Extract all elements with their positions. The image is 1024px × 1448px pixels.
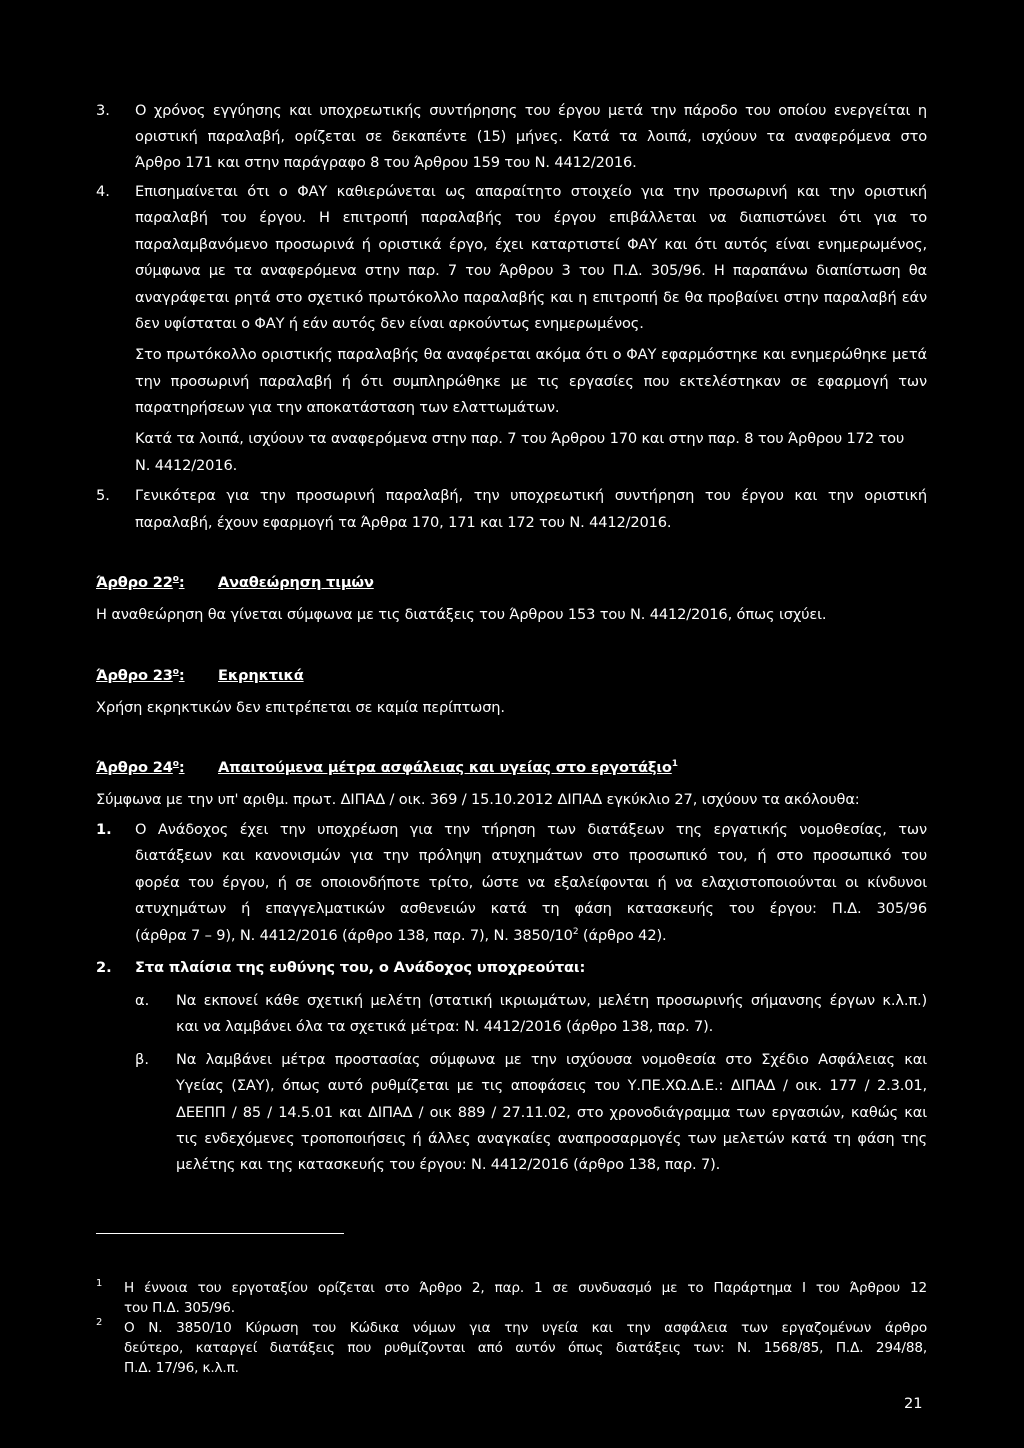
paragraph-line: σύμφωνα με τα αναφερόμενα στην παρ. 7 του Άρθρου 3 του Π.Δ. 305/96. Η παραπάνω διαπίστωση θα [135, 262, 927, 279]
footnote-line: Π.Δ. 17/96, κ.λ.π. [124, 1360, 239, 1376]
paragraph-line: τις ενδεχόμενες τροποποιήσεις ή άλλες αναγκαίες αναπροσαρμογές των μελετών κατά τη φάση της [176, 1130, 927, 1147]
article-label: Άρθρο 22 [96, 574, 173, 591]
ordinal-mark: ο [172, 574, 179, 585]
footnote-line: του Π.Δ. 305/96. [124, 1300, 235, 1316]
paragraph-line: οριστική παραλαβή, ορίζεται σε δεκαπέντε (15) μήνες. Κατά τα λοιπά, ισχύουν τα αναφερόμενα στο [135, 128, 927, 145]
paragraph-line: παραλαμβανόμενο προσωρινά ή οριστικά έργο, έχει καταρτιστεί ΦΑΥ και ότι αυτός είναι ενημερωμένος, [135, 236, 927, 253]
article-label: Άρθρο 23 [96, 667, 173, 684]
paragraph-line: Άρθρο 171 και στην παράγραφο 8 του Άρθρου 159 του Ν. 4412/2016. [135, 154, 637, 171]
paragraph-line: Η αναθεώρηση θα γίνεται σύμφωνα με τις διατάξεις του Άρθρου 153 του Ν. 4412/2016, όπως ισχύει. [96, 606, 827, 623]
paragraph-line: Στο πρωτόκολλο οριστικής παραλαβής θα αναφέρεται ακόμα ότι ο ΦΑΥ εφαρμόστηκε και ενημερώθηκε μετά [135, 346, 927, 363]
paragraph-line: Επισημαίνεται ότι ο ΦΑΥ καθιερώνεται ως απαραίτητο στοιχείο για την προσωρινή και την οριστική [135, 183, 927, 200]
article-heading: Άρθρο $23^o$: [96, 667, 185, 684]
paragraph-line: παραλαβή, έχουν εφαρμογή τα Άρθρα 170, 171 και 172 του Ν. 4412/2016. [135, 514, 672, 531]
paragraph-line: Γενικότερα για την προσωρινή παραλαβή, την υποχρεωτική συντήρηση του έργου και την οριστική [135, 487, 927, 504]
footnote-ref: 1 [671, 759, 678, 770]
article-heading: Άρθρο $22^o$: [96, 574, 185, 591]
paragraph-line: Να λαμβάνει μέτρα προστασίας σύμφωνα με την ισχύουσα νομοθεσία στο Σχέδιο Ασφάλειας και [176, 1051, 927, 1068]
paragraph-line: Χρήση εκρηκτικών δεν επιτρέπεται σε καμία περίπτωση. [96, 699, 505, 716]
paragraph-line: παρατηρήσεων για την αποκατάσταση των ελαττωμάτων. [135, 399, 560, 416]
paragraph-line: μελέτης και της κατασκευής του έργου: Ν. 4412/2016 (άρθρο 138, παρ. 7). [176, 1156, 721, 1173]
paragraph-line: Ο χρόνος εγγύησης και υποχρεωτικής συντήρησης του έργου μετά την πάροδο του οποίου ενεργείται η [135, 102, 927, 119]
item-number: 5. [96, 487, 110, 504]
page-number: 21 [904, 1395, 923, 1412]
item-number: 2. [96, 959, 112, 976]
item-number: 3. [96, 102, 110, 119]
sub-item-label: β. [135, 1051, 149, 1068]
article-heading: Άρθρο $24^o$: [96, 759, 185, 776]
article-label: Άρθρο 24 [96, 759, 173, 776]
article-title: Απαιτούμενα μέτρα ασφάλειας και υγείας στο εργοτάξιο$^1$ [218, 759, 678, 776]
sub-item-label: α. [135, 992, 150, 1009]
paragraph-line: και να λαμβάνει όλα τα σχετικά μέτρα: Ν. 4412/2016 (άρθρο 138, παρ. 7). [176, 1018, 714, 1035]
paragraph-line: ατυχημάτων ή επαγγελματικών ασθενειών κατά τη φάση κατασκευής του έργου: Π.Δ. 305/96 [135, 900, 927, 917]
paragraph-line: αναγράφεται ρητά στο σχετικό πρωτόκολλο παραλαβής και η επιτροπή δε θα προβαίνει στην παραλαβή εάν [135, 289, 927, 306]
footnote-line: δεύτερο, καταργεί διατάξεις που ρυθμίζονται από αυτόν όπως διατάξεις των: Ν. 1568/85, Π.Δ. 294/88, [124, 1340, 927, 1356]
footnote-line: Ο Ν. 3850/10 Κύρωση του Κώδικα νόμων για την υγεία και την ασφάλεια των εργαζομένων άρθρο [124, 1320, 927, 1336]
footnote-mark: 2 [96, 1317, 103, 1328]
footnote-ref: 2 [572, 927, 579, 938]
footnote-line: Η έννοια του εργοταξίου ορίζεται στο Άρθρο 2, παρ. 1 σε συνδυασμό με το Παράρτημα Ι του Άρθρου 12 [124, 1280, 927, 1296]
paragraph-line: Σύμφωνα με την υπ' αριθμ. πρωτ. ΔΙΠΑΔ / οικ. 369 / 15.10.2012 ΔΙΠΑΔ εγκύκλιο 27, ισχύουν τα ακόλουθα: [96, 791, 860, 808]
paragraph-line: Ν. 4412/2016. [135, 457, 238, 474]
article-title: Εκρηκτικά [218, 667, 304, 684]
item-number: 1. [96, 821, 112, 838]
ordinal-mark: ο [172, 667, 179, 678]
paragraph-line: Υγείας (ΣΑΥ), όπως αυτό ρυθμίζεται με τις αποφάσεις του Υ.ΠΕ.ΧΩ.Δ.Ε.: ΔΙΠΑΔ / οικ. 177 / 2.3.01, [176, 1077, 927, 1094]
paragraph-line: την προσωρινή παραλαβή ή ότι συμπληρώθηκε με τις εργασίες που εκτελέστηκαν σε εφαρμογή των [135, 373, 927, 390]
footnote-mark: 1 [96, 1278, 103, 1289]
paragraph-line: διατάξεων και κανονισμών για την πρόληψη ατυχημάτων στο προσωπικό του, ή στο προσωπικό του [135, 847, 927, 864]
item-number: 4. [96, 183, 110, 200]
article-title: Αναθεώρηση τιμών [218, 574, 374, 591]
paragraph-line: φορέα του έργου, ή σε οποιονδήποτε τρίτο, ώστε να εξαλείφονται ή να ελαχιστοποιούνται οι κίνδυνοι [135, 874, 927, 891]
ordinal-mark: ο [172, 759, 179, 770]
paragraph-line: Ο Ανάδοχος έχει την υποχρέωση για την τήρηση των διατάξεων της εργατικής νομοθεσίας, των [135, 821, 927, 838]
paragraph-line: ΔΕΕΠΠ / 85 / 14.5.01 και ΔΙΠΑΔ / οικ 889 / 27.11.02, στο χρονοδιάγραμμα των εργασιών, καθώς και [176, 1104, 927, 1121]
subheading: Στα πλαίσια της ευθύνης του, ο Ανάδοχος υποχρεούται: [135, 959, 586, 976]
paragraph-line: Κατά τα λοιπά, ισχύουν τα αναφερόμενα στην παρ. 7 του Άρθρου 170 και στην παρ. 8 του Άρθρου 172 του [135, 430, 905, 447]
footnote-separator [96, 1233, 344, 1234]
paragraph-line: παραλαβή του έργου. Η επιτροπή παραλαβής του έργου επιβάλλεται να διαπιστώνει ότι για το [135, 209, 927, 226]
paragraph-line: Να εκπονεί κάθε σχετική μελέτη (στατική ικριωμάτων, μελέτη προσωρινής σήμανσης έργων κ.λ.π.) [176, 992, 927, 1009]
paragraph-line: δεν υφίσταται ο ΦΑΥ ή εάν αυτός δεν είναι αρκούντως ενημερωμένος. [135, 315, 644, 332]
paragraph-line: (άρθρα 7 – 9), Ν. 4412/2016 (άρθρο 138, παρ. 7), Ν. $3850/10^2$ (άρθρο 42). [135, 927, 667, 944]
